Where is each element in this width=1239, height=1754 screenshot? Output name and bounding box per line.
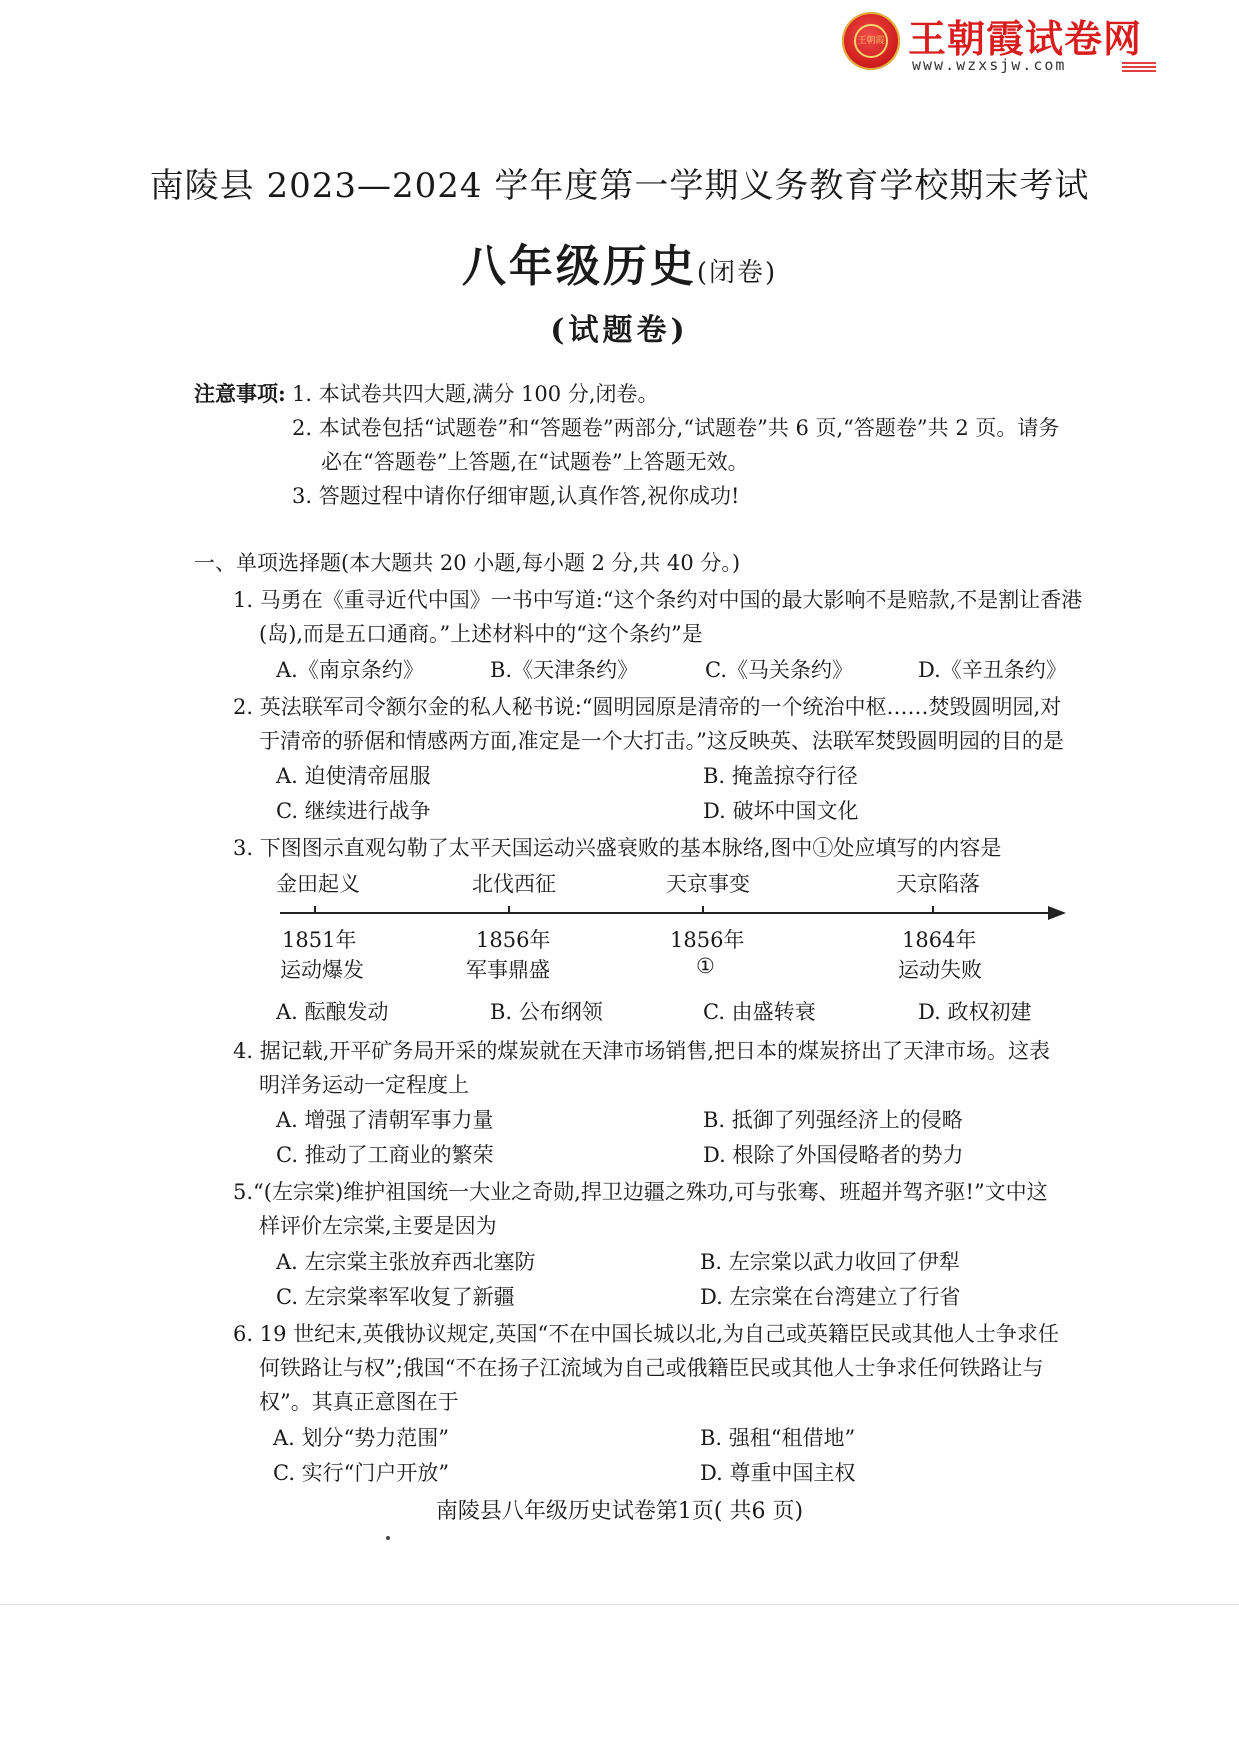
q1-option-b: B.《天津条约》	[490, 658, 639, 682]
q3-option-b: B. 公布纲领	[490, 1000, 603, 1024]
taiping-timeline	[268, 868, 1068, 982]
q3-option-c: C. 由盛转衰	[703, 1000, 816, 1024]
timeline-year-4: 1864年	[902, 928, 977, 952]
notice-item-2-cont: 必在“答题卷”上答题,在“试题卷”上答题无效。	[321, 450, 749, 474]
q6-option-b: B. 强租“租借地”	[700, 1426, 856, 1450]
q5-option-c: C. 左宗棠率军收复了新疆	[276, 1285, 515, 1309]
q4-option-a: A. 增强了清朝军事力量	[276, 1108, 494, 1132]
timeline-axis	[280, 912, 1050, 914]
section-heading: 一、单项选择题(本大题共 20 小题,每小题 2 分,共 40 分。)	[194, 551, 741, 575]
q5-option-d: D. 左宗棠在台湾建立了行省	[700, 1285, 961, 1309]
q6-option-d: D. 尊重中国主权	[700, 1461, 856, 1485]
timeline-tick-1	[314, 906, 316, 914]
timeline-arrow-icon	[1048, 906, 1066, 920]
q1-option-d: D.《辛丑条约》	[918, 658, 1067, 682]
timeline-event-4: 天京陷落	[896, 872, 980, 896]
q1-option-a: A.《南京条约》	[276, 658, 424, 682]
q4-option-b: B. 抵御了列强经济上的侵略	[703, 1108, 963, 1132]
timeline-event-2: 北伐西征	[472, 872, 556, 896]
q2-option-d: D. 破坏中国文化	[703, 799, 859, 823]
q6-stem-line1: 6. 19 世纪末,英俄协议规定,英国“不在中国长城以北,为自己或英籍臣民或其他人士争求任	[233, 1322, 1059, 1346]
timeline-year-1: 1851年	[282, 928, 357, 952]
q2-option-a: A. 迫使清帝屈服	[276, 764, 431, 788]
q2-stem-line2: 于清帝的骄倨和情感两方面,准定是一个大打击。”这反映英、法联军焚毁圆明园的目的是	[259, 729, 1064, 753]
q1-stem-line1: 1. 马勇在《重寻近代中国》一书中写道:“这个条约对中国的最大影响不是赔款,不是割让香港	[233, 588, 1083, 612]
q5-option-b: B. 左宗棠以武力收回了伊犁	[700, 1250, 960, 1274]
seal-text: 王朝霞	[854, 24, 888, 58]
q5-stem-line2: 样评价左宗棠,主要是因为	[259, 1214, 497, 1238]
q4-stem-line1: 4. 据记载,开平矿务局开采的煤炭就在天津市场销售,把日本的煤炭挤出了天津市场。这表	[233, 1039, 1051, 1063]
q5-stem-line1: 5.“(左宗棠)维护祖国统一大业之奇勋,捍卫边疆之殊功,可与张骞、班超并驾齐驱!”文中这	[233, 1180, 1048, 1204]
timeline-event-1: 金田起义	[276, 872, 360, 896]
watermark-logo	[842, 10, 1152, 80]
q4-stem-line2: 明洋务运动一定程度上	[259, 1073, 469, 1097]
q4-option-d: D. 根除了外国侵略者的势力	[703, 1143, 964, 1167]
timeline-state-4: 运动失败	[898, 958, 982, 982]
q2-stem-line1: 2. 英法联军司令额尔金的私人秘书说:“圆明园原是清帝的一个统治中枢……焚毁圆明园,对	[233, 695, 1062, 719]
stripes-decoration	[1122, 62, 1156, 72]
brand-url: www.wzxsjw.com	[912, 56, 1067, 74]
q3-stem: 3. 下图图示直观勾勒了太平天国运动兴盛衰败的基本脉络,图中①处应填写的内容是	[233, 836, 1002, 860]
timeline-event-3: 天京事变	[666, 872, 750, 896]
notice-label: 注意事项:	[194, 381, 286, 406]
timeline-tick-2	[508, 906, 510, 914]
q1-option-c: C.《马关条约》	[705, 658, 853, 682]
q2-option-c: C. 继续进行战争	[276, 799, 431, 823]
timeline-tick-4	[932, 906, 934, 914]
subject-title	[0, 230, 1239, 294]
notice-item-1: 1. 本试卷共四大题,满分 100 分,闭卷。	[292, 382, 659, 406]
timeline-state-2: 军事鼎盛	[466, 958, 550, 982]
notice-item-3: 3. 答题过程中请你仔细审题,认真作答,祝你成功!	[292, 484, 740, 508]
timeline-state-3: ①	[696, 954, 715, 978]
page-edge-line	[0, 1604, 1239, 1605]
q2-option-b: B. 掩盖掠夺行径	[703, 764, 858, 788]
q6-stem-line2: 何铁路让与权”;俄国“不在扬子江流域为自己或俄籍臣民或其他人士争求任何铁路让与	[259, 1356, 1044, 1380]
exam-title: 南陵县 2023—2024 学年度第一学期义务教育学校期末考试	[149, 166, 1090, 206]
timeline-state-1: 运动爆发	[280, 958, 364, 982]
page-footer: 南陵县八年级历史试卷第1页( 共6 页)	[435, 1499, 804, 1524]
notice-item-2: 2. 本试卷包括“试题卷”和“答题卷”两部分,“试题卷”共 6 页,“答题卷”共 2 页。请务	[292, 416, 1060, 440]
seal-icon	[842, 12, 900, 70]
timeline-year-2: 1856年	[476, 928, 551, 952]
paper-type: (试题卷)	[550, 313, 689, 348]
q5-option-a: A. 左宗棠主张放弃西北塞防	[276, 1250, 536, 1274]
brand-name: 王朝霞试卷网	[908, 17, 1143, 61]
timeline-year-3: 1856年	[670, 928, 745, 952]
q4-option-c: C. 推动了工商业的繁荣	[276, 1143, 494, 1167]
timeline-tick-3	[702, 906, 704, 914]
q6-option-a: A. 划分“势力范围”	[273, 1426, 449, 1450]
subject-name: 八年级历史	[461, 241, 697, 292]
q3-option-a: A. 酝酿发动	[276, 1000, 389, 1024]
closed-book-note: (闭卷)	[696, 258, 778, 288]
q6-stem-line3: 权”。其真正意图在于	[259, 1390, 459, 1414]
q3-option-d: D. 政权初建	[918, 1000, 1032, 1024]
q1-stem-line2: (岛),而是五口通商。”上述材料中的“这个条约”是	[259, 622, 703, 646]
q6-option-c: C. 实行“门户开放”	[273, 1461, 450, 1485]
scan-speck	[386, 1536, 390, 1540]
